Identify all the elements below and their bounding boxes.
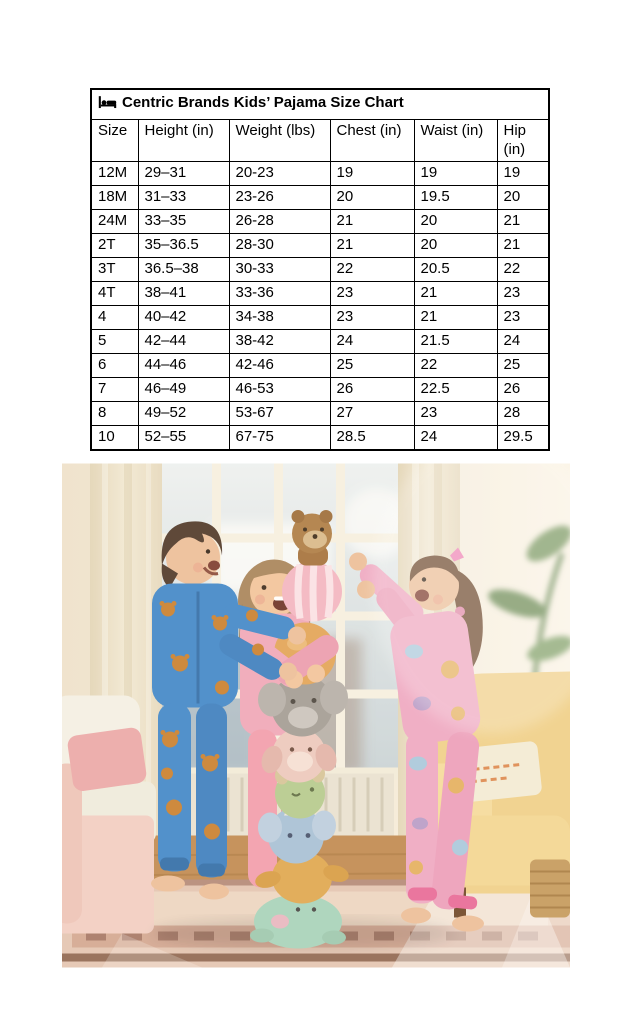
cell-waist: 20 xyxy=(414,234,497,258)
cell-chest: 23 xyxy=(330,282,414,306)
cell-size: 7 xyxy=(91,378,138,402)
table-row xyxy=(91,282,549,306)
cell-weight: 42-46 xyxy=(229,354,330,378)
cell-chest: 19 xyxy=(330,162,414,186)
table-row xyxy=(91,306,549,330)
cell-hip: 22 xyxy=(497,258,549,282)
col-header-weight: Weight (lbs) xyxy=(229,119,330,162)
cell-weight: 67-75 xyxy=(229,426,330,451)
cell-hip: 21 xyxy=(497,210,549,234)
cell-hip: 20 xyxy=(497,186,549,210)
cell-waist: 21.5 xyxy=(414,330,497,354)
col-header-hip: Hip (in) xyxy=(497,119,549,162)
cell-waist: 19 xyxy=(414,162,497,186)
cell-waist: 22 xyxy=(414,354,497,378)
cell-size: 24M xyxy=(91,210,138,234)
cell-chest: 21 xyxy=(330,210,414,234)
cell-height: 42–44 xyxy=(138,330,229,354)
cell-chest: 24 xyxy=(330,330,414,354)
cell-height: 44–46 xyxy=(138,354,229,378)
col-header-height: Height (in) xyxy=(138,119,229,162)
cell-waist: 20 xyxy=(414,210,497,234)
cell-chest: 22 xyxy=(330,258,414,282)
cell-height: 29–31 xyxy=(138,162,229,186)
cell-height: 52–55 xyxy=(138,426,229,451)
table-header-row xyxy=(91,119,549,162)
cell-weight: 46-53 xyxy=(229,378,330,402)
cell-chest: 23 xyxy=(330,306,414,330)
cell-height: 36.5–38 xyxy=(138,258,229,282)
cell-weight: 23-26 xyxy=(229,186,330,210)
table-row xyxy=(91,426,549,451)
cell-chest: 20 xyxy=(330,186,414,210)
cell-waist: 21 xyxy=(414,306,497,330)
size-chart-table xyxy=(90,88,550,451)
table-row xyxy=(91,354,549,378)
table-title-row xyxy=(91,89,549,119)
table-row xyxy=(91,402,549,426)
cell-waist: 24 xyxy=(414,426,497,451)
cell-hip: 19 xyxy=(497,162,549,186)
cell-size: 18M xyxy=(91,186,138,210)
table-row xyxy=(91,210,549,234)
cell-hip: 26 xyxy=(497,378,549,402)
cell-height: 33–35 xyxy=(138,210,229,234)
table-title: Centric Brands Kids’ Pajama Size Chart xyxy=(122,94,404,111)
cell-size: 2T xyxy=(91,234,138,258)
cell-chest: 25 xyxy=(330,354,414,378)
pajama-photo xyxy=(62,463,570,968)
cell-weight: 38-42 xyxy=(229,330,330,354)
col-header-size: Size xyxy=(91,119,138,162)
cell-size: 6 xyxy=(91,354,138,378)
cell-height: 40–42 xyxy=(138,306,229,330)
cell-weight: 28-30 xyxy=(229,234,330,258)
cell-weight: 20-23 xyxy=(229,162,330,186)
cell-size: 3T xyxy=(91,258,138,282)
cell-weight: 53-67 xyxy=(229,402,330,426)
table-row xyxy=(91,162,549,186)
table-row xyxy=(91,258,549,282)
cell-hip: 28 xyxy=(497,402,549,426)
cell-hip: 23 xyxy=(497,282,549,306)
cell-hip: 23 xyxy=(497,306,549,330)
col-header-chest: Chest (in) xyxy=(330,119,414,162)
cell-size: 4 xyxy=(91,306,138,330)
table-row xyxy=(91,234,549,258)
cell-chest: 21 xyxy=(330,234,414,258)
cell-chest: 28.5 xyxy=(330,426,414,451)
cell-size: 8 xyxy=(91,402,138,426)
table-row xyxy=(91,186,549,210)
cell-waist: 23 xyxy=(414,402,497,426)
bed-icon xyxy=(98,96,117,115)
col-header-waist: Waist (in) xyxy=(414,119,497,162)
cell-height: 46–49 xyxy=(138,378,229,402)
cell-height: 31–33 xyxy=(138,186,229,210)
cell-hip: 21 xyxy=(497,234,549,258)
cell-waist: 21 xyxy=(414,282,497,306)
cell-waist: 22.5 xyxy=(414,378,497,402)
cell-hip: 29.5 xyxy=(497,426,549,451)
cell-hip: 25 xyxy=(497,354,549,378)
cell-chest: 27 xyxy=(330,402,414,426)
cell-height: 35–36.5 xyxy=(138,234,229,258)
cell-size: 10 xyxy=(91,426,138,451)
table-row xyxy=(91,378,549,402)
cell-weight: 34-38 xyxy=(229,306,330,330)
cell-weight: 26-28 xyxy=(229,210,330,234)
cell-chest: 26 xyxy=(330,378,414,402)
cell-size: 12M xyxy=(91,162,138,186)
cell-height: 38–41 xyxy=(138,282,229,306)
cell-hip: 24 xyxy=(497,330,549,354)
cell-size: 4T xyxy=(91,282,138,306)
cell-waist: 20.5 xyxy=(414,258,497,282)
cell-weight: 33-36 xyxy=(229,282,330,306)
cell-size: 5 xyxy=(91,330,138,354)
cell-waist: 19.5 xyxy=(414,186,497,210)
cell-height: 49–52 xyxy=(138,402,229,426)
table-row xyxy=(91,330,549,354)
cell-weight: 30-33 xyxy=(229,258,330,282)
